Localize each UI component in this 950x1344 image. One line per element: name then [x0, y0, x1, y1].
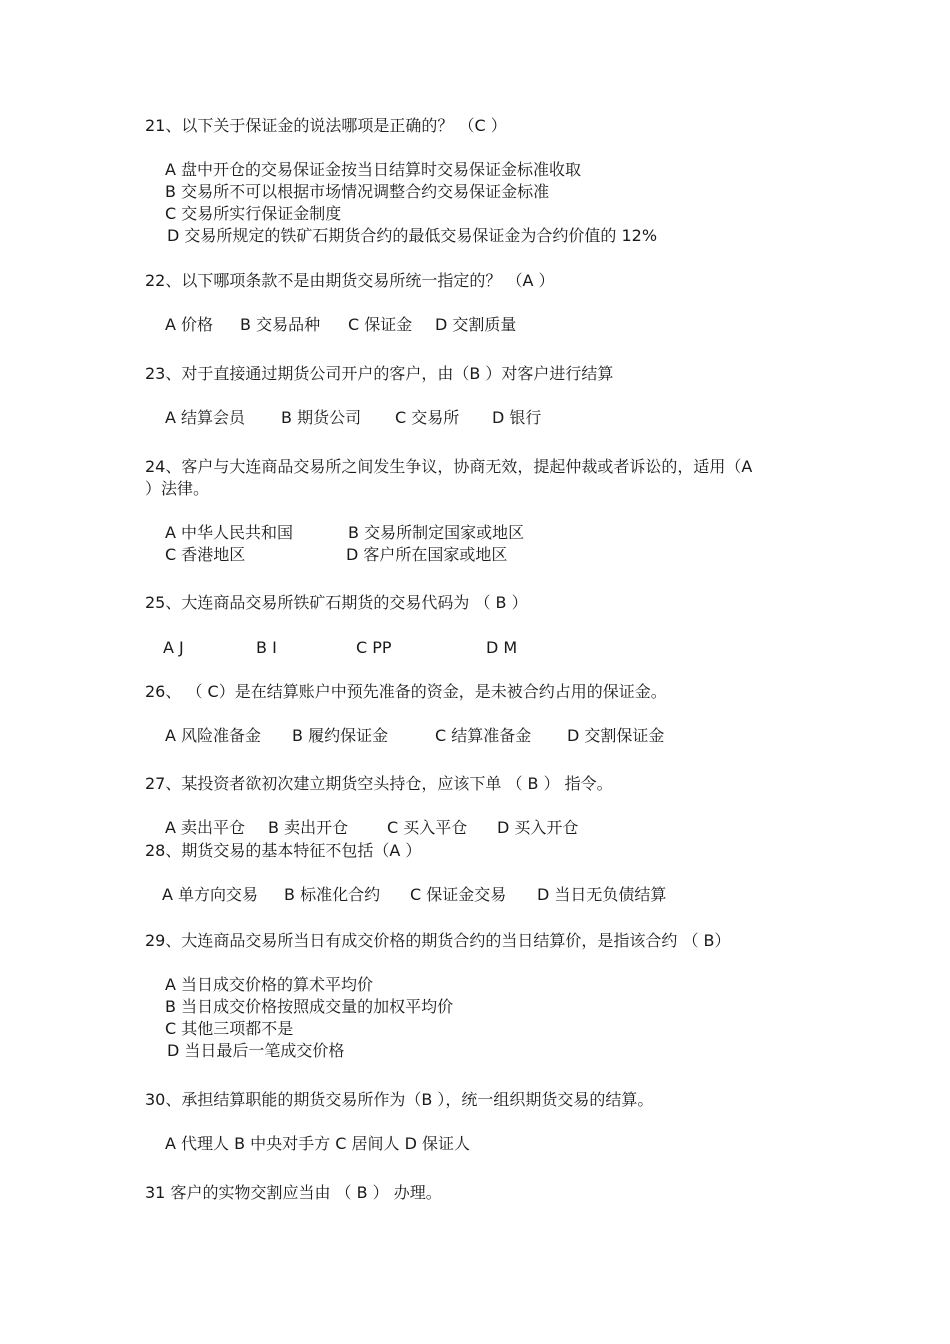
option-29-d: D 当日最后一笔成交价格: [167, 1041, 345, 1060]
option-26-d: D 交割保证金: [567, 726, 665, 745]
option-28-d: D 当日无负债结算: [537, 885, 667, 904]
option-28-a: A 单方向交易: [162, 885, 259, 904]
option-24-a: A 中华人民共和国: [165, 523, 294, 542]
option-28-b: B 标准化合约: [284, 885, 381, 904]
question-30: 30、承担结算职能的期货交易所作为（B ），统一组织期货交易的结算。: [145, 1090, 654, 1109]
option-25-b: B I: [256, 638, 277, 657]
option-22-b: B 交易品种: [240, 315, 321, 334]
question-28: 28、期货交易的基本特征不包括（A ）: [145, 841, 422, 860]
option-29-a: A 当日成交价格的算术平均价: [165, 975, 374, 994]
option-21-d: D 交易所规定的铁矿石期货合约的最低交易保证金为合约价值的 12%: [167, 226, 658, 245]
option-27-d: D 买入开仓: [497, 818, 579, 837]
option-22-a: A 价格: [165, 315, 214, 334]
option-22-d: D 交割质量: [435, 315, 517, 334]
question-27: 27、某投资者欲初次建立期货空头持仓，应该下单 （ B ） 指令。: [145, 774, 613, 793]
option-27-a: A 卖出平仓: [165, 818, 246, 837]
option-25-d: D M: [486, 638, 518, 657]
option-27-c: C 买入平仓: [387, 818, 468, 837]
option-28-c: C 保证金交易: [410, 885, 507, 904]
option-27-b: B 卖出开仓: [268, 818, 349, 837]
option-23-c: C 交易所: [395, 408, 460, 427]
question-23: 23、对于直接通过期货公司开户的客户，由（B ）对客户进行结算: [145, 364, 614, 383]
question-21: 21、以下关于保证金的说法哪项是正确的？ （C ）: [145, 116, 507, 135]
option-26-c: C 结算准备金: [435, 726, 532, 745]
option-21-b: B 交易所不可以根据市场情况调整合约交易保证金标准: [165, 182, 550, 201]
question-24-continued: ）法律。: [145, 479, 210, 498]
question-22: 22、以下哪项条款不是由期货交易所统一指定的？ （A ）: [145, 271, 555, 290]
option-24-b: B 交易所制定国家或地区: [348, 523, 525, 542]
question-26: 26、 （ C）是在结算账户中预先准备的资金，是未被合约占用的保证金。: [145, 682, 667, 701]
question-25: 25、大连商品交易所铁矿石期货的交易代码为 （ B ）: [145, 593, 528, 612]
option-23-b: B 期货公司: [281, 408, 362, 427]
option-29-c: C 其他三项都不是: [165, 1019, 294, 1038]
question-29: 29、大连商品交易所当日有成交价格的期货合约的当日结算价，是指该合约 （ B）: [145, 931, 731, 950]
question-31: 31 客户的实物交割应当由 （ B ） 办理。: [145, 1183, 442, 1202]
option-29-b: B 当日成交价格按照成交量的加权平均价: [165, 997, 454, 1016]
option-22-c: C 保证金: [348, 315, 413, 334]
option-25-a: A J: [163, 638, 184, 657]
option-24-c: C 香港地区: [165, 545, 246, 564]
option-23-d: D 银行: [492, 408, 542, 427]
option-23-a: A 结算会员: [165, 408, 246, 427]
option-26-a: A 风险准备金: [165, 726, 262, 745]
option-21-c: C 交易所实行保证金制度: [165, 204, 342, 223]
option-21-a: A 盘中开仓的交易保证金按当日结算时交易保证金标准收取: [165, 160, 582, 179]
question-24: 24、客户与大连商品交易所之间发生争议，协商无效，提起仲裁或者诉讼的，适用（A: [145, 457, 753, 476]
option-30-all: A 代理人 B 中央对手方 C 居间人 D 保证人: [165, 1134, 471, 1153]
option-25-c: C PP: [356, 638, 392, 657]
option-26-b: B 履约保证金: [292, 726, 389, 745]
option-24-d: D 客户所在国家或地区: [346, 545, 508, 564]
